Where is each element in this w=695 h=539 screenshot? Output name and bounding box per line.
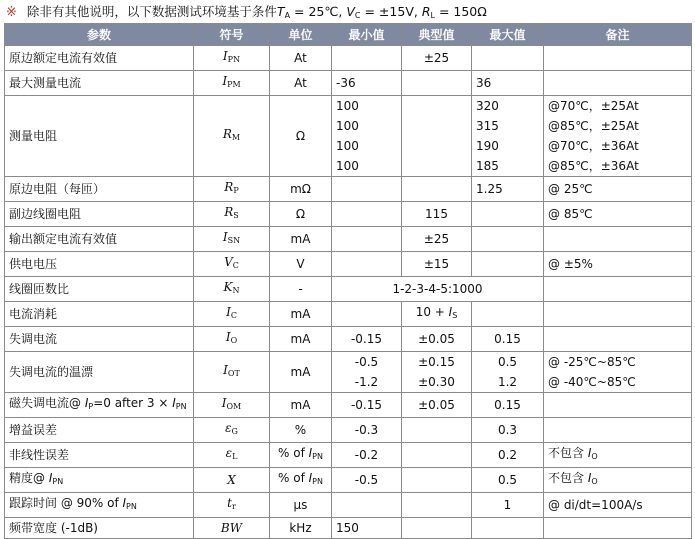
unit-cell: At — [270, 46, 332, 71]
symbol-cell: $V_C$ — [194, 252, 270, 277]
min-cell — [332, 177, 402, 202]
table-row — [5, 71, 692, 96]
header-unit: 单位 — [270, 24, 332, 46]
note-cell: @70℃，±25At @85℃，±25At @70℃，±36At @85℃，±36At — [544, 96, 692, 177]
symbol-cell: $I_{PN}$ — [194, 46, 270, 71]
table-row — [5, 418, 692, 443]
max-cell — [472, 227, 544, 252]
header-symbol: 符号 — [194, 24, 270, 46]
unit-cell: mA — [270, 352, 332, 393]
param-cell: 失调电流的温漂 — [5, 352, 194, 393]
symbol-cell: $I_C$ — [194, 302, 270, 327]
param-cell: 频带宽度 (-1dB) — [5, 518, 194, 539]
table-row — [5, 393, 692, 418]
table-row — [5, 302, 692, 327]
typ-cell: ±0.05 — [402, 393, 472, 418]
param-cell: 供电电压 — [5, 252, 194, 277]
min-cell: -0.3 — [332, 418, 402, 443]
note-cell: @ 85℃ — [544, 202, 692, 227]
min-cell — [332, 227, 402, 252]
note-cell — [544, 46, 692, 71]
max-cell — [472, 252, 544, 277]
unit-cell: mA — [270, 302, 332, 327]
note-text: 除非有其他说明，以下数据测试环境基于条件 — [26, 4, 277, 19]
typ-cell: ±25 — [402, 46, 472, 71]
unit-cell: kHz — [270, 518, 332, 539]
min-cell — [332, 302, 402, 327]
symbol-cell: $R_P$ — [194, 177, 270, 202]
typ-cell: $10 + I_S$ — [402, 302, 472, 327]
max-cell: 320 315 190 185 — [472, 96, 544, 177]
typ-cell — [402, 177, 472, 202]
symbol-cell: $I_{OT}$ — [194, 352, 270, 393]
min-cell: -0.5 -1.2 — [332, 352, 402, 393]
min-cell — [332, 202, 402, 227]
max-cell: 1 — [472, 493, 544, 518]
min-cell: -0.15 — [332, 327, 402, 352]
table-row — [5, 96, 692, 177]
min-cell: -0.5 — [332, 468, 402, 493]
turns-ratio-cell: 1-2-3-4-5:1000 — [332, 277, 544, 302]
param-cell: 测量电阻 — [5, 96, 194, 177]
typ-cell — [402, 71, 472, 96]
symbol-cell: $I_{PM}$ — [194, 71, 270, 96]
symbol-cell: $\varepsilon_G$ — [194, 418, 270, 443]
table-row — [5, 352, 692, 393]
note-cell — [544, 327, 692, 352]
typ-cell: ±25 — [402, 227, 472, 252]
note-cell — [544, 277, 692, 302]
unit-cell: Ω — [270, 96, 332, 177]
table-row — [5, 493, 692, 518]
max-cell — [472, 302, 544, 327]
table-row — [5, 327, 692, 352]
unit-cell: % of $I_{PN}$ — [270, 468, 332, 493]
unit-cell: mA — [270, 393, 332, 418]
max-cell: 0.5 1.2 — [472, 352, 544, 393]
max-cell: 0.3 — [472, 418, 544, 443]
param-cell: 跟踪时间 @ 90% of $I_{PN}$ — [5, 493, 194, 518]
table-row — [5, 468, 692, 493]
unit-cell: At — [270, 71, 332, 96]
note-cell — [544, 393, 692, 418]
note-cell: @ 25℃ — [544, 177, 692, 202]
note-cell — [544, 227, 692, 252]
min-cell: 100 100 100 100 — [332, 96, 402, 177]
table-row — [5, 252, 692, 277]
symbol-cell: $R_M$ — [194, 96, 270, 177]
typ-cell — [402, 468, 472, 493]
max-cell — [472, 202, 544, 227]
unit-cell: V — [270, 252, 332, 277]
param-cell: 失调电流 — [5, 327, 194, 352]
min-cell: 150 — [332, 518, 402, 539]
unit-cell: mΩ — [270, 177, 332, 202]
param-cell: 磁失调电流@ $I_P=0$ after $3 \times I_{PN}$ — [5, 393, 194, 418]
table-row — [5, 46, 692, 71]
header-typ: 典型值 — [402, 24, 472, 46]
param-cell: 非线性误差 — [5, 443, 194, 468]
min-cell — [332, 493, 402, 518]
param-cell: 精度@ $I_{PN}$ — [5, 468, 194, 493]
typ-cell: ±15 — [402, 252, 472, 277]
note-cell: 不包含 $I_O$ — [544, 443, 692, 468]
typ-cell — [402, 418, 472, 443]
min-cell: -36 — [332, 71, 402, 96]
table-row — [5, 177, 692, 202]
typ-cell: ±0.05 — [402, 327, 472, 352]
unit-cell: Ω — [270, 202, 332, 227]
min-cell — [332, 46, 402, 71]
unit-cell: % of $I_{PN}$ — [270, 443, 332, 468]
note-cell: @ -25℃~85℃ @ -40℃~85℃ — [544, 352, 692, 393]
table-row — [5, 518, 692, 539]
symbol-cell: $\varepsilon_L$ — [194, 443, 270, 468]
param-cell: 增益误差 — [5, 418, 194, 443]
max-cell — [472, 518, 544, 539]
max-cell: 1.25 — [472, 177, 544, 202]
table-row — [5, 277, 692, 302]
max-cell: 0.15 — [472, 327, 544, 352]
typ-cell — [402, 493, 472, 518]
note-cell — [544, 71, 692, 96]
header-param: 参数 — [5, 24, 194, 46]
symbol-cell: $I_{SN}$ — [194, 227, 270, 252]
min-cell: -0.2 — [332, 443, 402, 468]
symbol-cell: BW — [194, 518, 270, 539]
typ-cell — [402, 96, 472, 177]
unit-cell: μs — [270, 493, 332, 518]
param-cell: 电流消耗 — [5, 302, 194, 327]
param-cell: 副边线圈电阻 — [5, 202, 194, 227]
note-cell: @ ±5% — [544, 252, 692, 277]
table-row — [5, 202, 692, 227]
test-conditions-note: ※ 除非有其他说明，以下数据测试环境基于条件$T_A$ = 25℃, $V_C = \pm 15V$, $R_L = 150\Omega$ — [6, 4, 487, 20]
reference-mark-icon: ※ — [6, 5, 17, 20]
min-cell — [332, 252, 402, 277]
max-cell — [472, 46, 544, 71]
typ-cell — [402, 518, 472, 539]
header-note: 备注 — [544, 24, 692, 46]
max-cell: 0.2 — [472, 443, 544, 468]
unit-cell: mA — [270, 327, 332, 352]
note-cell: @ di/dt=100A/s — [544, 493, 692, 518]
typ-cell — [402, 443, 472, 468]
symbol-cell: $R_S$ — [194, 202, 270, 227]
param-cell: 最大测量电流 — [5, 71, 194, 96]
table-header-row — [5, 24, 692, 46]
header-min: 最小值 — [332, 24, 402, 46]
max-cell: 36 — [472, 71, 544, 96]
note-cell — [544, 518, 692, 539]
symbol-cell: $t_r$ — [194, 493, 270, 518]
note-cell — [544, 302, 692, 327]
spec-table — [4, 23, 692, 539]
max-cell: 0.5 — [472, 468, 544, 493]
unit-cell: % — [270, 418, 332, 443]
table-row — [5, 227, 692, 252]
max-cell: 0.15 — [472, 393, 544, 418]
table-row — [5, 443, 692, 468]
symbol-cell: $I_O$ — [194, 327, 270, 352]
param-cell: 输出额定电流有效值 — [5, 227, 194, 252]
symbol-cell: X — [194, 468, 270, 493]
note-cell — [544, 418, 692, 443]
symbol-cell: $K_N$ — [194, 277, 270, 302]
unit-cell: - — [270, 277, 332, 302]
param-cell: 原边额定电流有效值 — [5, 46, 194, 71]
min-cell: -0.15 — [332, 393, 402, 418]
unit-cell: mA — [270, 227, 332, 252]
typ-cell: 115 — [402, 202, 472, 227]
typ-cell: ±0.15 ±0.30 — [402, 352, 472, 393]
param-cell: 原边电阻（每匝） — [5, 177, 194, 202]
param-cell: 线圈匝数比 — [5, 277, 194, 302]
note-cell: 不包含 $I_O$ — [544, 468, 692, 493]
header-max: 最大值 — [472, 24, 544, 46]
symbol-cell: $I_{OM}$ — [194, 393, 270, 418]
